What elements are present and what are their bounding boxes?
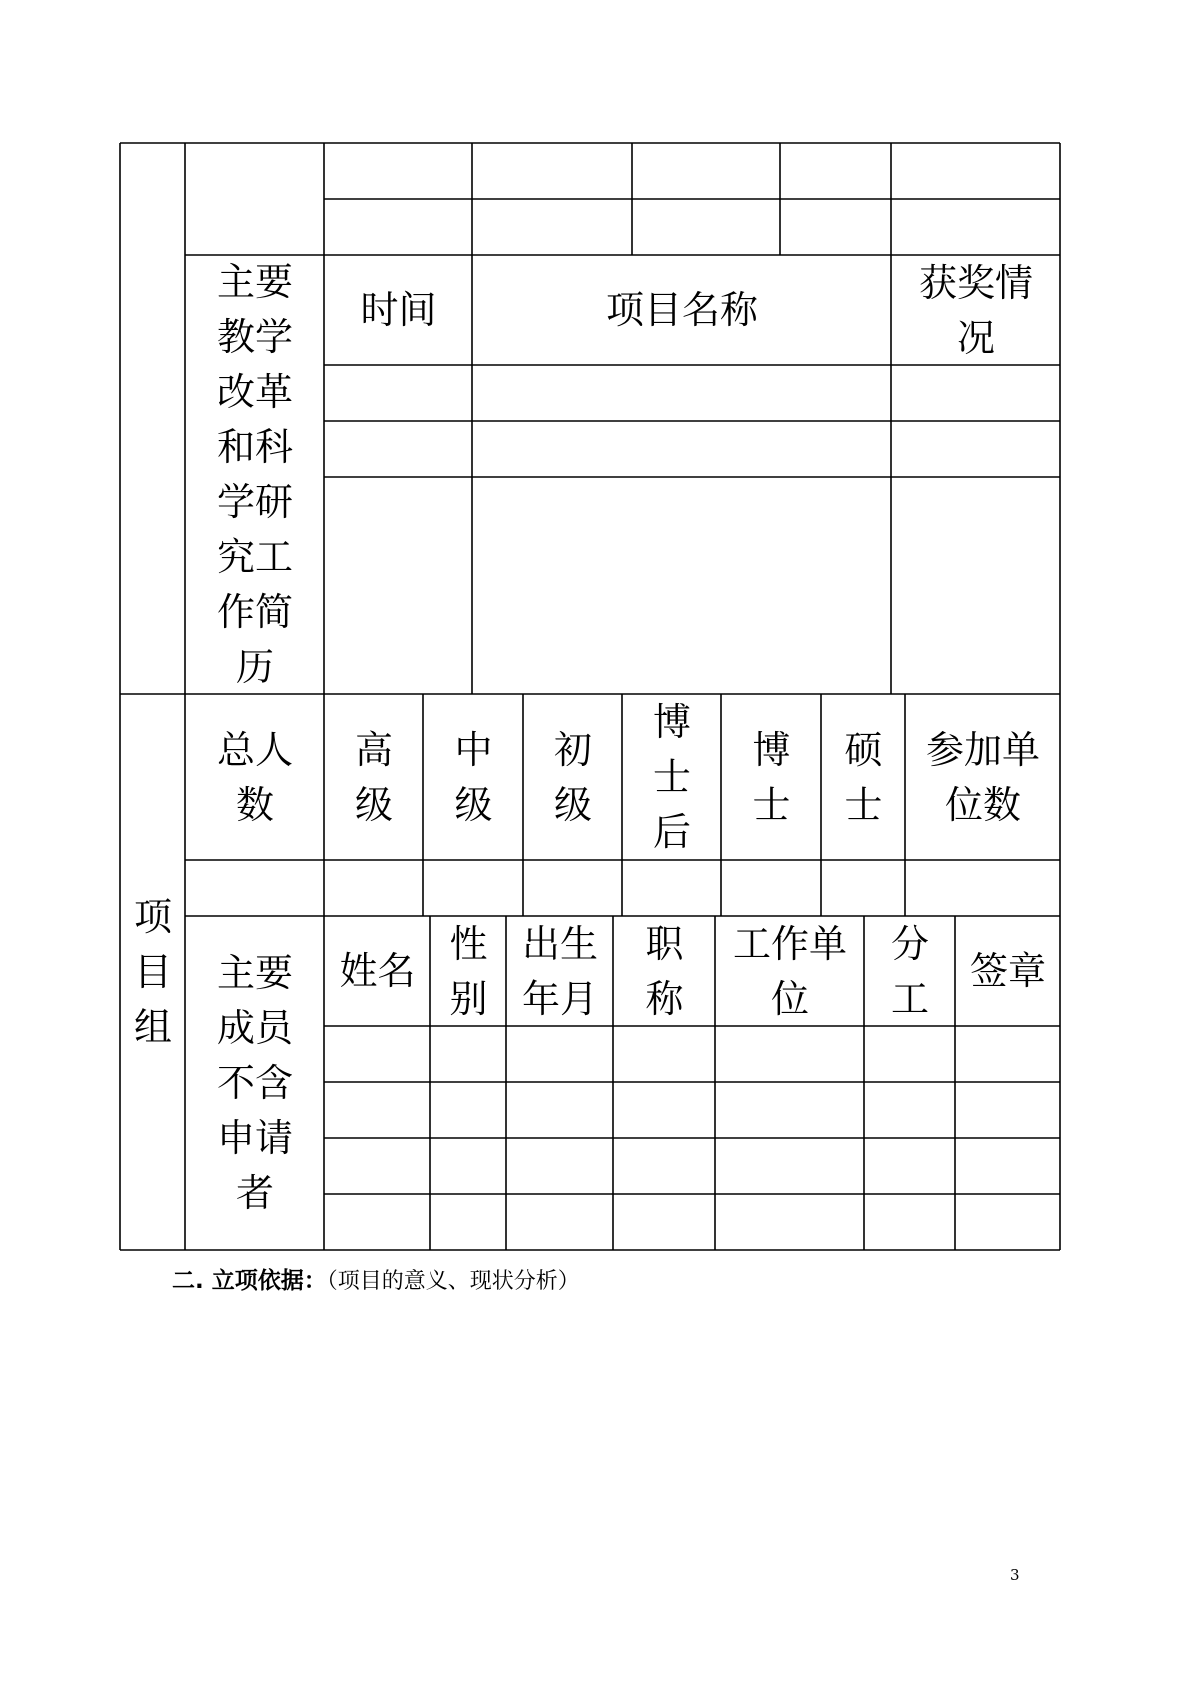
member-gender-header xyxy=(431,917,506,1026)
member-name-header-text: 姓名 xyxy=(339,949,416,993)
phd-header xyxy=(722,695,821,860)
member-unit-header xyxy=(716,917,864,1026)
master-header xyxy=(822,695,905,860)
member-unit-header-text: 工作单 位 xyxy=(732,921,847,1021)
research-time-header-text: 时间 xyxy=(360,288,437,332)
research-project-name-header-text: 项目名称 xyxy=(605,288,758,332)
section-2-note: （项目的意义、现状分析） xyxy=(326,1269,580,1294)
phd-header-text: 博 士 xyxy=(752,727,791,827)
postdoc-header-text: 博 士 后 xyxy=(652,700,691,854)
research-time-header xyxy=(325,256,472,365)
participating-units-header xyxy=(906,695,1060,860)
main-members-label xyxy=(186,917,324,1250)
team-section-label-text: 项 目 组 xyxy=(133,895,172,1049)
main-members-label-text: 主要 成员 不含 申请 者 xyxy=(216,951,293,1215)
section-2-heading xyxy=(172,1262,580,1295)
junior-header-text: 初 级 xyxy=(553,727,592,827)
postdoc-header xyxy=(623,695,721,860)
total-count-header-text: 总人 数 xyxy=(216,727,293,827)
senior-header xyxy=(325,695,423,860)
member-signature-header xyxy=(956,917,1060,1026)
research-history-label xyxy=(186,256,324,694)
research-award-header xyxy=(892,256,1060,365)
research-award-header-text: 获奖情 况 xyxy=(918,260,1033,360)
page-number: 3 xyxy=(1010,1566,1020,1584)
junior-header xyxy=(524,695,622,860)
member-name-header xyxy=(325,917,430,1026)
member-birth-header xyxy=(507,917,613,1026)
member-signature-header-text: 签章 xyxy=(969,949,1046,993)
team-section-label xyxy=(121,695,185,1250)
master-header-text: 硕 士 xyxy=(844,727,883,827)
member-role-header-text: 分 工 xyxy=(890,921,929,1021)
member-role-header xyxy=(865,917,955,1026)
senior-header-text: 高 级 xyxy=(354,727,393,827)
member-birth-header-text: 出生 年月 xyxy=(521,921,598,1021)
research-history-label-text: 主要 教学 改革 和科 学研 究工 作简 历 xyxy=(216,260,293,689)
participating-units-header-text: 参加单 位数 xyxy=(925,727,1040,827)
member-title-header xyxy=(614,917,715,1026)
research-project-name-header xyxy=(473,256,891,365)
member-gender-header-text: 性 别 xyxy=(449,921,488,1021)
member-title-header-text: 职 称 xyxy=(645,921,684,1021)
section-2-title: 二. 立项依据： xyxy=(172,1268,327,1294)
total-count-header xyxy=(186,695,324,860)
middle-header xyxy=(424,695,523,860)
middle-header-text: 中 级 xyxy=(454,727,493,827)
